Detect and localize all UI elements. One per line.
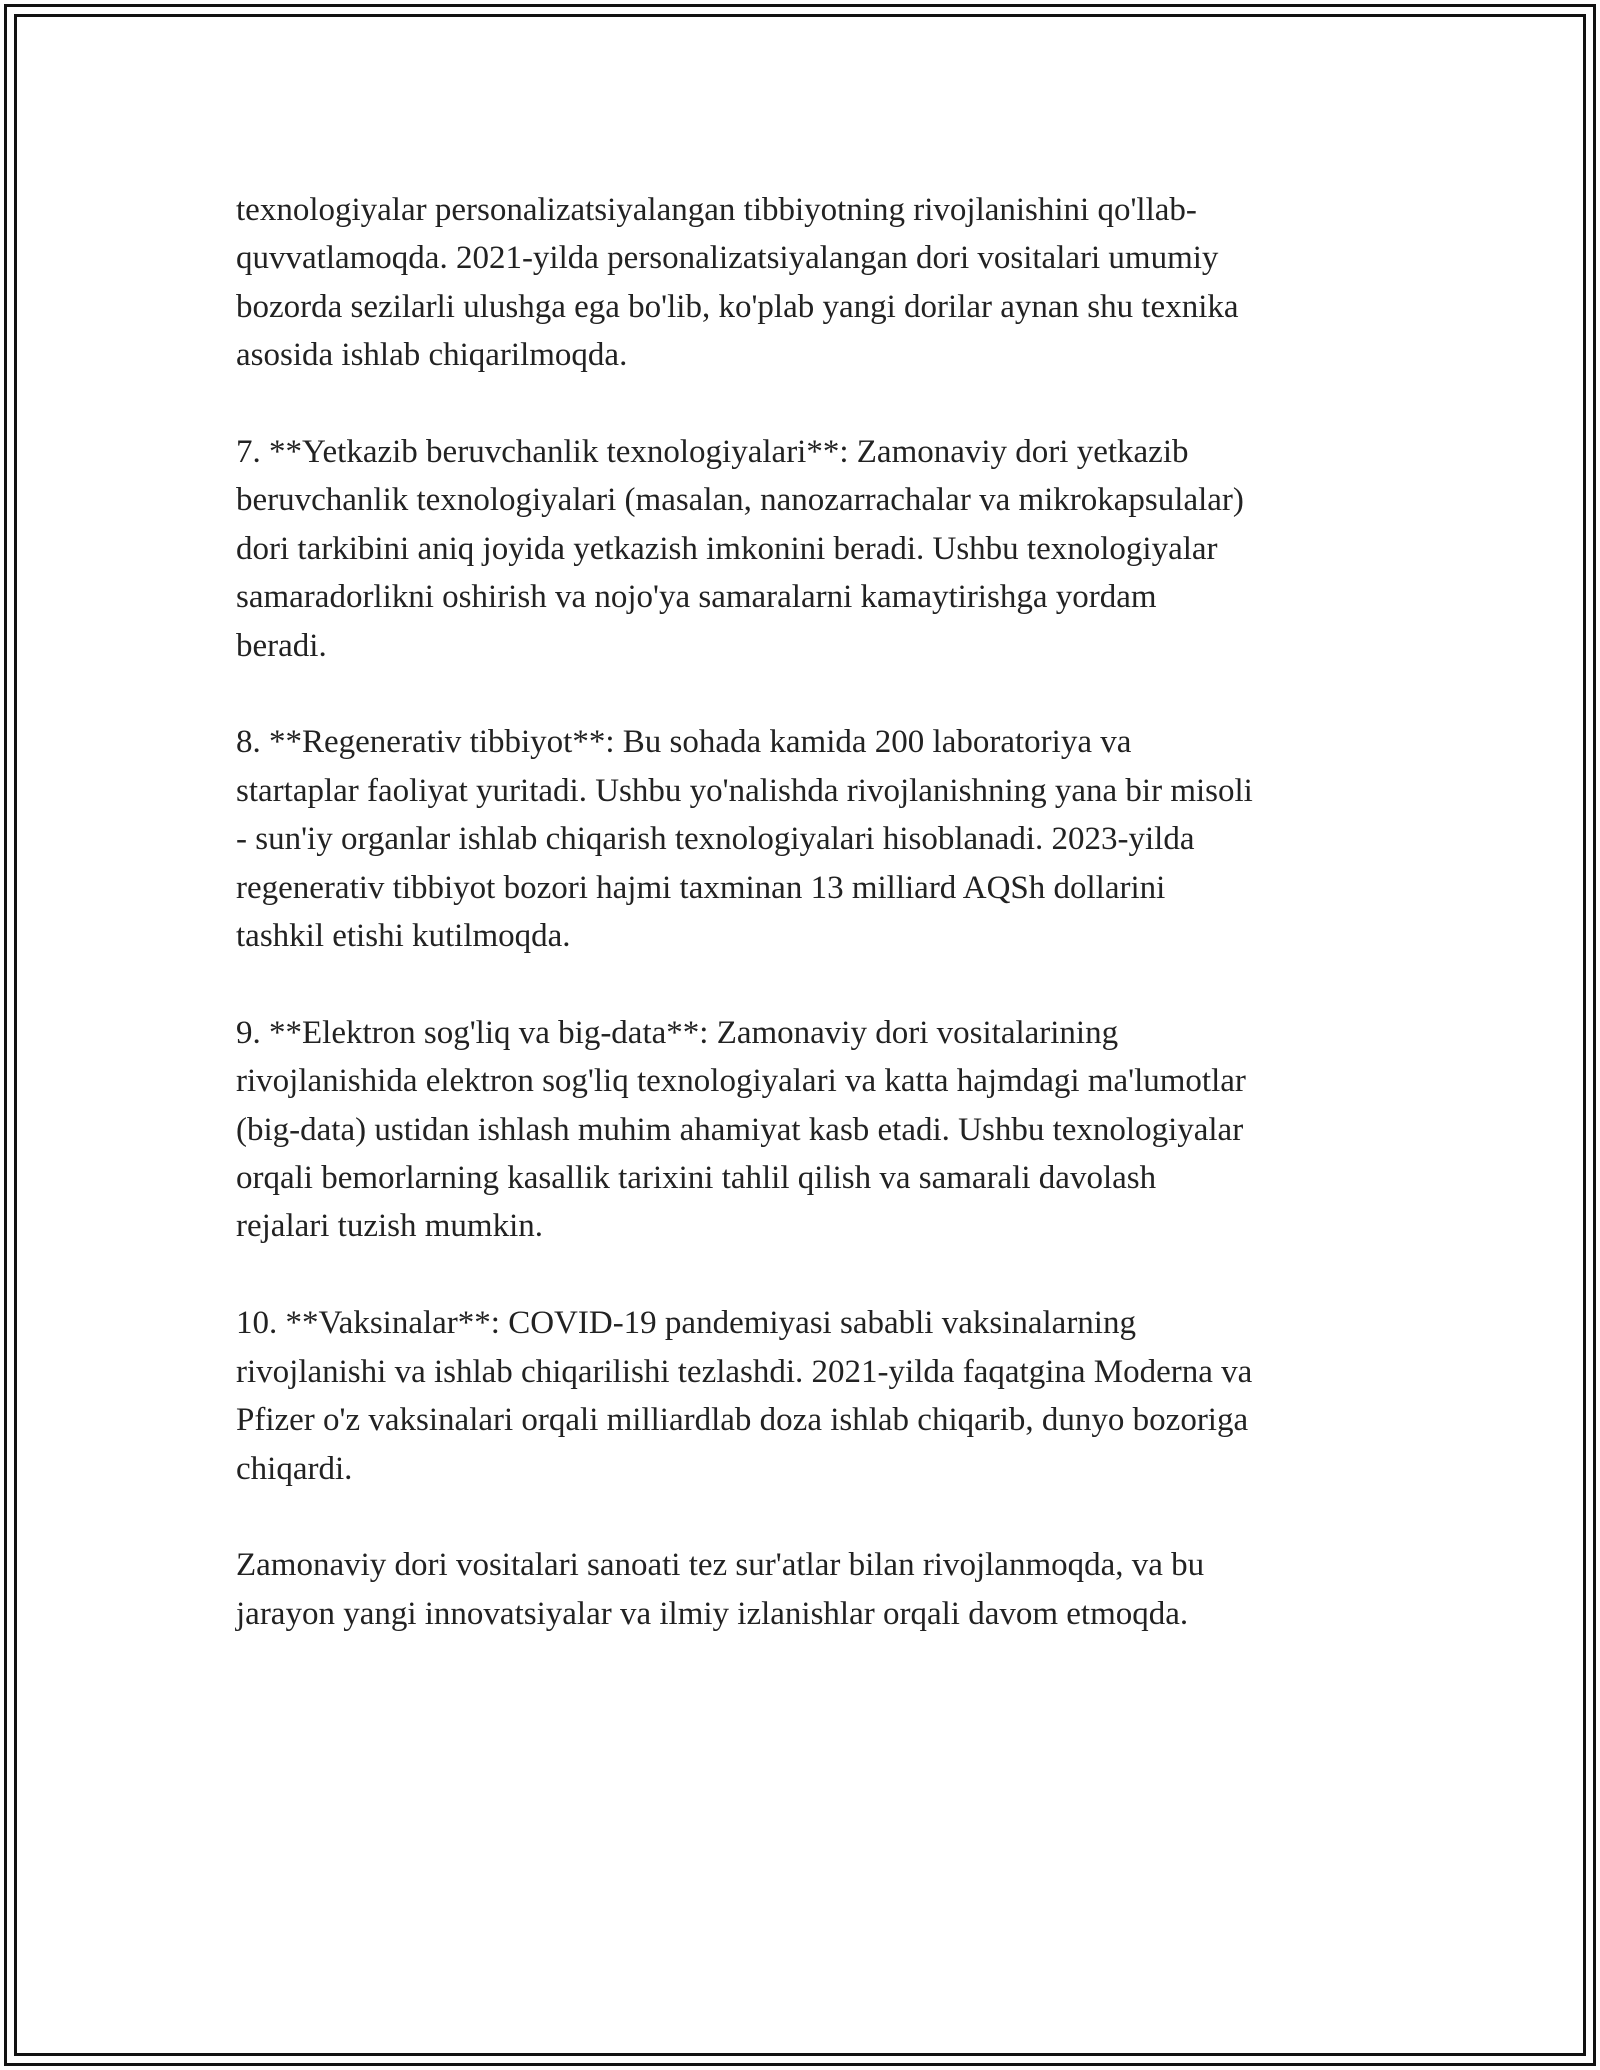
text-line: orqali bemorlarning kasallik tarixini tahlil qilish va samarali davolash	[236, 1160, 1157, 1197]
paragraph-ehealth-big-data	[236, 1009, 1386, 1251]
paragraph-personalized-medicine	[236, 186, 1386, 380]
text-line: beruvchanlik texnologiyalari (masalan, nanozarrachalar va mikrokapsulalar)	[236, 482, 1244, 519]
paragraph-vaccines	[236, 1299, 1386, 1493]
text-line: 8. **Regenerativ tibbiyot**: Bu sohada kamida 200 laboratoriya va	[236, 724, 1132, 761]
text-line: rivojlanishi va ishlab chiqarilishi tezlashdi. 2021-yilda faqatgina Moderna va	[236, 1353, 1253, 1390]
text-line: 10. **Vaksinalar**: COVID-19 pandemiyasi sababli vaksinalarning	[236, 1305, 1136, 1342]
text-line: 7. **Yetkazib beruvchanlik texnologiyalari**: Zamonaviy dori yetkazib	[236, 434, 1189, 471]
document-body	[236, 186, 1386, 1687]
text-line: dori tarkibini aniq joyida yetkazish imkonini beradi. Ushbu texnologiyalar	[236, 530, 1218, 567]
text-line: jarayon yangi innovatsiyalar va ilmiy izlanishlar orqali davom etmoqda.	[236, 1595, 1189, 1632]
text-line: bozorda sezilarli ulushga ega bo'lib, ko'plab yangi dorilar aynan shu texnika	[236, 288, 1239, 325]
text-line: asosida ishlab chiqarilmoqda.	[236, 337, 628, 374]
text-line: 9. **Elektron sog'liq va big-data**: Zamonaviy dori vositalarining	[236, 1014, 1119, 1051]
text-line: chiqardi.	[236, 1450, 353, 1487]
paragraph-regenerative-medicine	[236, 718, 1386, 960]
text-line: Pfizer o'z vaksinalari orqali milliardlab doza ishlab chiqarib, dunyo bozoriga	[236, 1402, 1249, 1439]
text-line: - sun'iy organlar ishlab chiqarish texnologiyalari hisoblanadi. 2023-yilda	[236, 821, 1195, 858]
paragraph-delivery-technologies	[236, 428, 1386, 670]
text-line: samaradorlikni oshirish va nojo'ya samaralarni kamaytirishga yordam	[236, 579, 1157, 616]
text-line: (big-data) ustidan ishlash muhim ahamiyat kasb etadi. Ushbu texnologiyalar	[236, 1111, 1244, 1148]
text-line: quvvatlamoqda. 2021-yilda personalizatsiyalangan dori vositalari umumiy	[236, 240, 1219, 277]
text-line: Zamonaviy dori vositalari sanoati tez sur'atlar bilan rivojlanmoqda, va bu	[236, 1547, 1205, 1584]
text-line: rejalari tuzish mumkin.	[236, 1208, 544, 1245]
text-line: rivojlanishida elektron sog'liq texnologiyalari va katta hajmdagi ma'lumotlar	[236, 1063, 1246, 1100]
text-line: regenerativ tibbiyot bozori hajmi taxminan 13 milliard AQSh dollarini	[236, 869, 1166, 906]
text-line: beradi.	[236, 627, 327, 664]
text-line: startaplar faoliyat yuritadi. Ushbu yo'nalishda rivojlanishning yana bir misoli	[236, 772, 1253, 809]
paragraph-conclusion	[236, 1541, 1386, 1638]
text-line: texnologiyalar personalizatsiyalangan tibbiyotning rivojlanishini qo'llab-	[236, 192, 1197, 228]
text-line: tashkil etishi kutilmoqda.	[236, 918, 571, 955]
